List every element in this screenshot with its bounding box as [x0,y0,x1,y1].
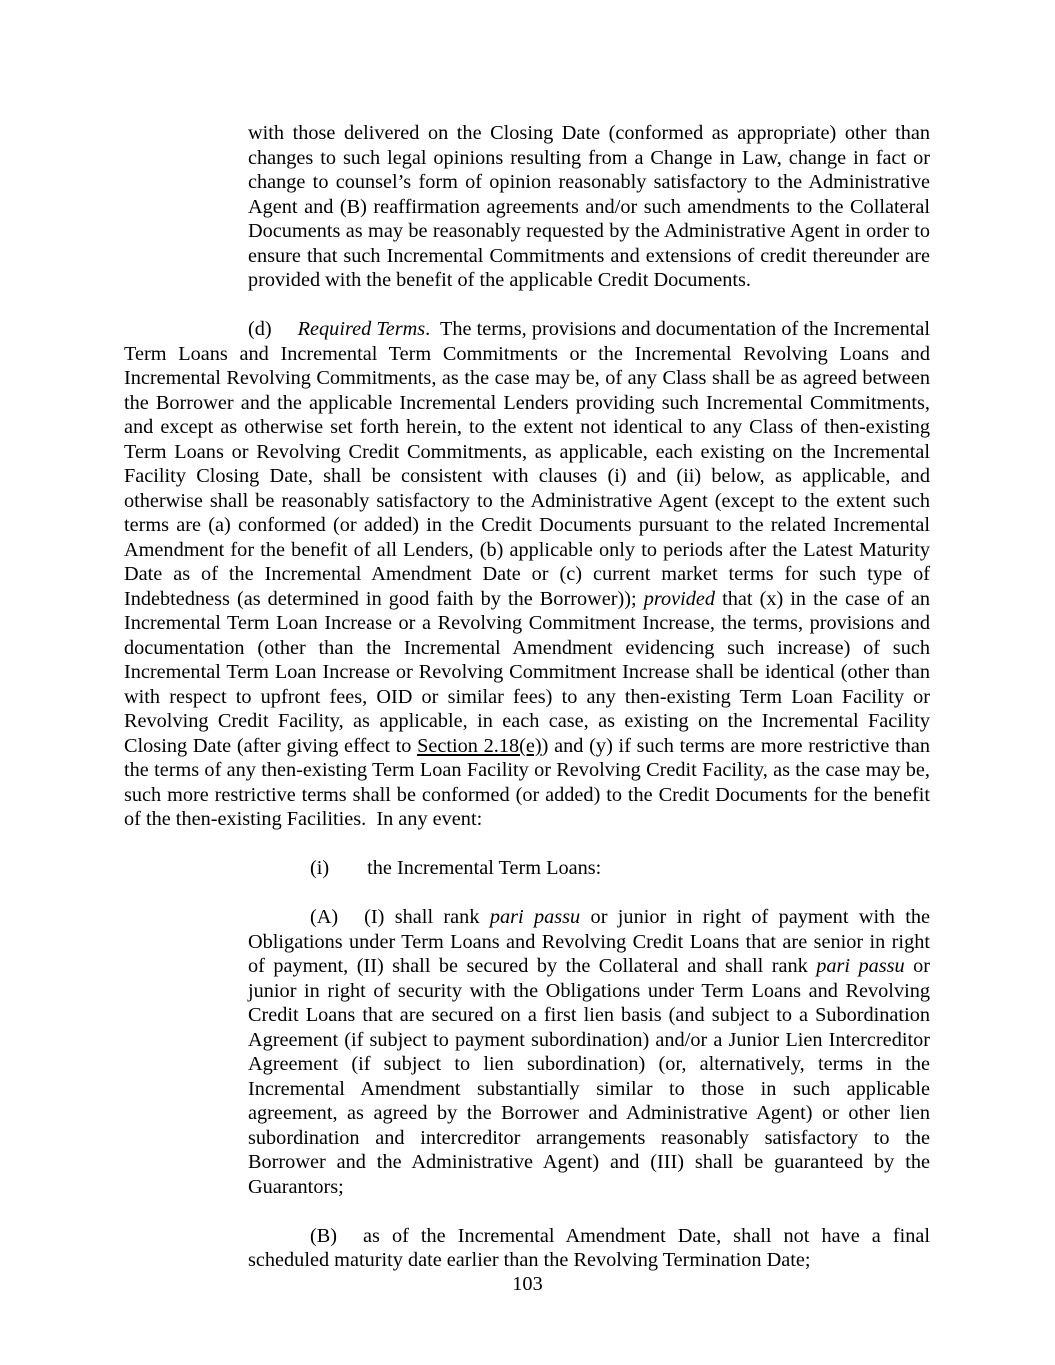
text-run: Required Terms [297,318,426,340]
text-run: ) and (y) if such terms are more restrictive than the terms of any then-existing Term Loan Facility or Revolving Credit Facility, as the case may be, such more restrictive terms shall be conformed (or added) to the Credit Documents for the benefit of the then-existing Facilities. In any event: [124,734,931,830]
text-run: as of the Incremental Amendment Date, shall not have a final scheduled maturity date earlier than the Revolving Termination Date; [248,1224,930,1271]
text-run: the Incremental Term Loans: [367,857,602,879]
clause-c-continuation-paragraph [248,121,930,293]
text-run: that (x) in the case of an Incremental Term Loan Increase or a Revolving Commitment Increase, the terms, provisions and documentation (other than the Incremental Amendment evidencing such increase) of such Incremental Term Loan Increase or Revolving Commitment Increase shall be identical (other than with respect to upfront fees, OID or similar fees) to any then-existing Term Loan Facility or Revolving Credit Facility, as applicable, in each case, as existing on the Incremental Facility Closing Date (after giving effect to [124,587,930,757]
document-content [124,121,930,1297]
clause-B-paragraph [248,1224,930,1273]
text-run: pari passu [489,906,581,928]
text-run: (d) [248,318,272,340]
text-run: (i) [310,857,330,879]
text-run: pari passu [816,955,905,977]
clause-i-heading [310,856,930,881]
text-run: or junior in right of payment with the Obligations under Term Loans and Revolving Credit Loans that are senior in right of payment, (II) shall be secured by the Collateral and shall rank [248,906,930,977]
clause-A-paragraph [248,905,930,1199]
section-reference: Section 2.18(e) [417,734,542,757]
text-run: . The terms, provisions and documentation of the Incremental Term Loans and Incremental Term Commitments or the Incremental Revolving Loans and Incremental Revolving Commitments, as the case may be, of any Class shall be as agreed between the Borrower and the applicable Incremental Lenders providing such Incremental Commitments, and except as otherwise set forth herein, to the extent not identical to any Class of then-existing Term Loans or Revolving Credit Commitments, as applicable, each existing on the Incremental Facility Closing Date, shall be consistent with clauses (i) and (ii) below, as applicable, and otherwise shall be reasonably satisfactory to the Administrative Agent (except to the extent such terms are (a) conformed (or added) in the Credit Documents pursuant to the related Incremental Amendment for the benefit of all Lenders, (b) applicable only to periods after the Latest Maturity Date as of the Incremental Amendment Date or (c) current market terms for such type of Indebtedness (as determined in good faith by the Borrower)); [124,318,931,610]
text-run: (B) [310,1224,338,1247]
text-run: with those delivered on the Closing Date (conformed as appropriate) other than changes to such legal opinions resulting from a Change in Law, change in fact or change to counsel’s form of opinion reasonably satisfactory to the Administrative Agent and (B) reaffirmation agreements and/or such amendments to the Collateral Documents as may be reasonably requested by the Administrative Agent in order to ensure that such Incremental Commitments and extensions of credit thereunder are provided with the benefit of the applicable Credit Documents. [248,122,930,291]
page-number: 103 [512,1273,543,1295]
text-run: or junior in right of security with the Obligations under Term Loans and Revolving Credit Loans that are secured on a first lien basis (and subject to a Subordination Agreement (if subject to payment subordination) and/or a Junior Lien Intercreditor Agreement (if subject to lien subordination) (or, alternatively, terms in the Incremental Amendment substantially similar to those in such applicable agreement, as agreed by the Borrower and Administrative Agent) or other lien subordination and intercreditor arrangements reasonably satisfactory to the Borrower and the Administrative Agent) and (III) shall be guaranteed by the Guarantors; [248,955,930,1198]
text-run: (I) shall rank [364,906,490,928]
text-run: (A) [310,906,339,928]
clause-d-required-terms-paragraph [124,317,930,832]
text-run: provided [643,587,716,610]
